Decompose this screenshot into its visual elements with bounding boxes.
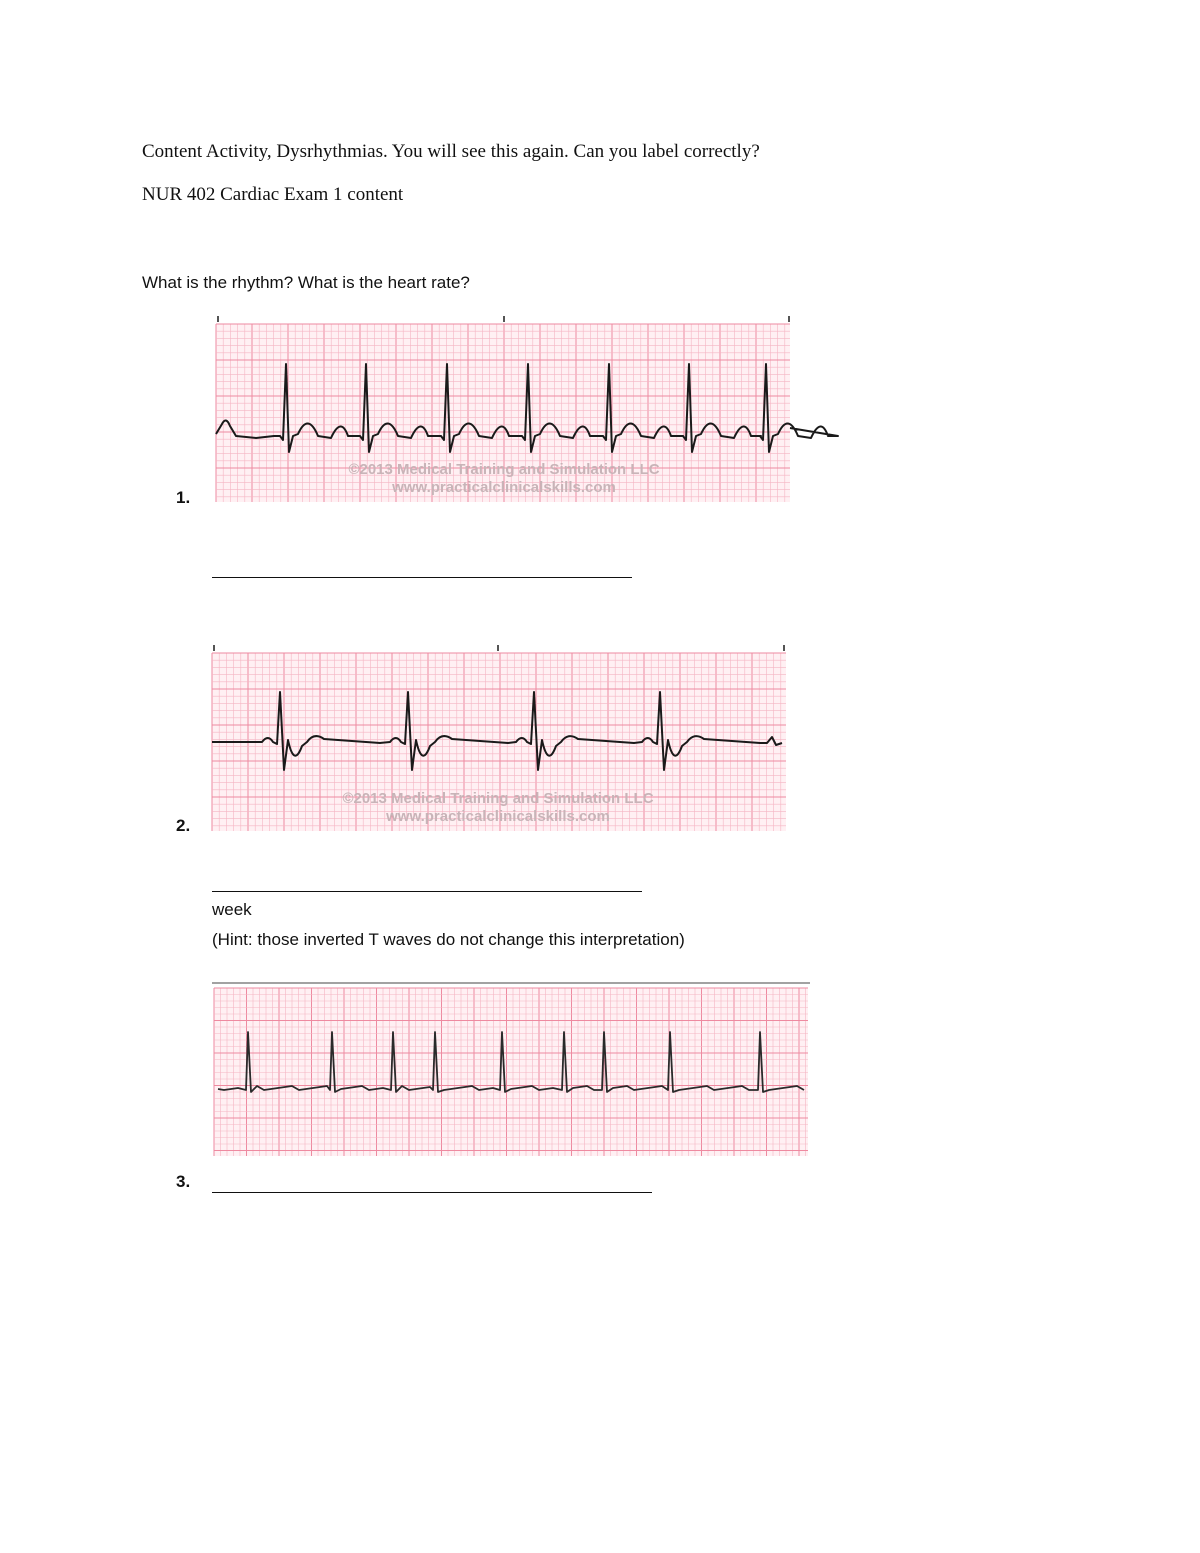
- ecg-strip-3: [212, 982, 810, 1164]
- ecg-strip-2-graphic: [212, 645, 788, 835]
- answer-line-3[interactable]: [212, 1192, 652, 1193]
- answer-line-1[interactable]: [212, 577, 632, 578]
- note-word: week: [212, 900, 252, 919]
- page-title: Content Activity, Dysrhythmias. You will see this again. Can you label correctly?: [142, 141, 760, 162]
- watermark-line-1: ©2013 Medical Training and Simulation LLC: [342, 790, 654, 807]
- item-number-1: 1.: [176, 488, 191, 507]
- ecg-strip-2: [212, 645, 788, 835]
- watermark-line-2: www.practicalclinicalskills.com: [386, 808, 610, 825]
- item-number-2: 2.: [176, 816, 191, 835]
- question-prompt: What is the rhythm? What is the heart rate?: [142, 273, 470, 292]
- ecg-strip-3-graphic: [212, 982, 810, 1164]
- strip-tick: [497, 645, 499, 651]
- item-number-3: 3.: [176, 1172, 191, 1191]
- watermark-line-1: ©2013 Medical Training and Simulation LLC: [348, 461, 660, 478]
- hint-text: (Hint: those inverted T waves do not change this interpretation): [212, 930, 685, 949]
- strip-tick: [217, 316, 219, 322]
- answer-line-2[interactable]: [212, 891, 642, 892]
- strip-tick: [213, 645, 215, 651]
- page-subtitle: NUR 402 Cardiac Exam 1 content: [142, 184, 404, 205]
- ecg-strip-1: [216, 316, 792, 506]
- strip-tick: [503, 316, 505, 322]
- strip-tick: [783, 645, 785, 651]
- ecg-strip-1-graphic: [216, 316, 792, 506]
- strip-tick: [788, 316, 790, 322]
- watermark-line-2: www.practicalclinicalskills.com: [392, 479, 616, 496]
